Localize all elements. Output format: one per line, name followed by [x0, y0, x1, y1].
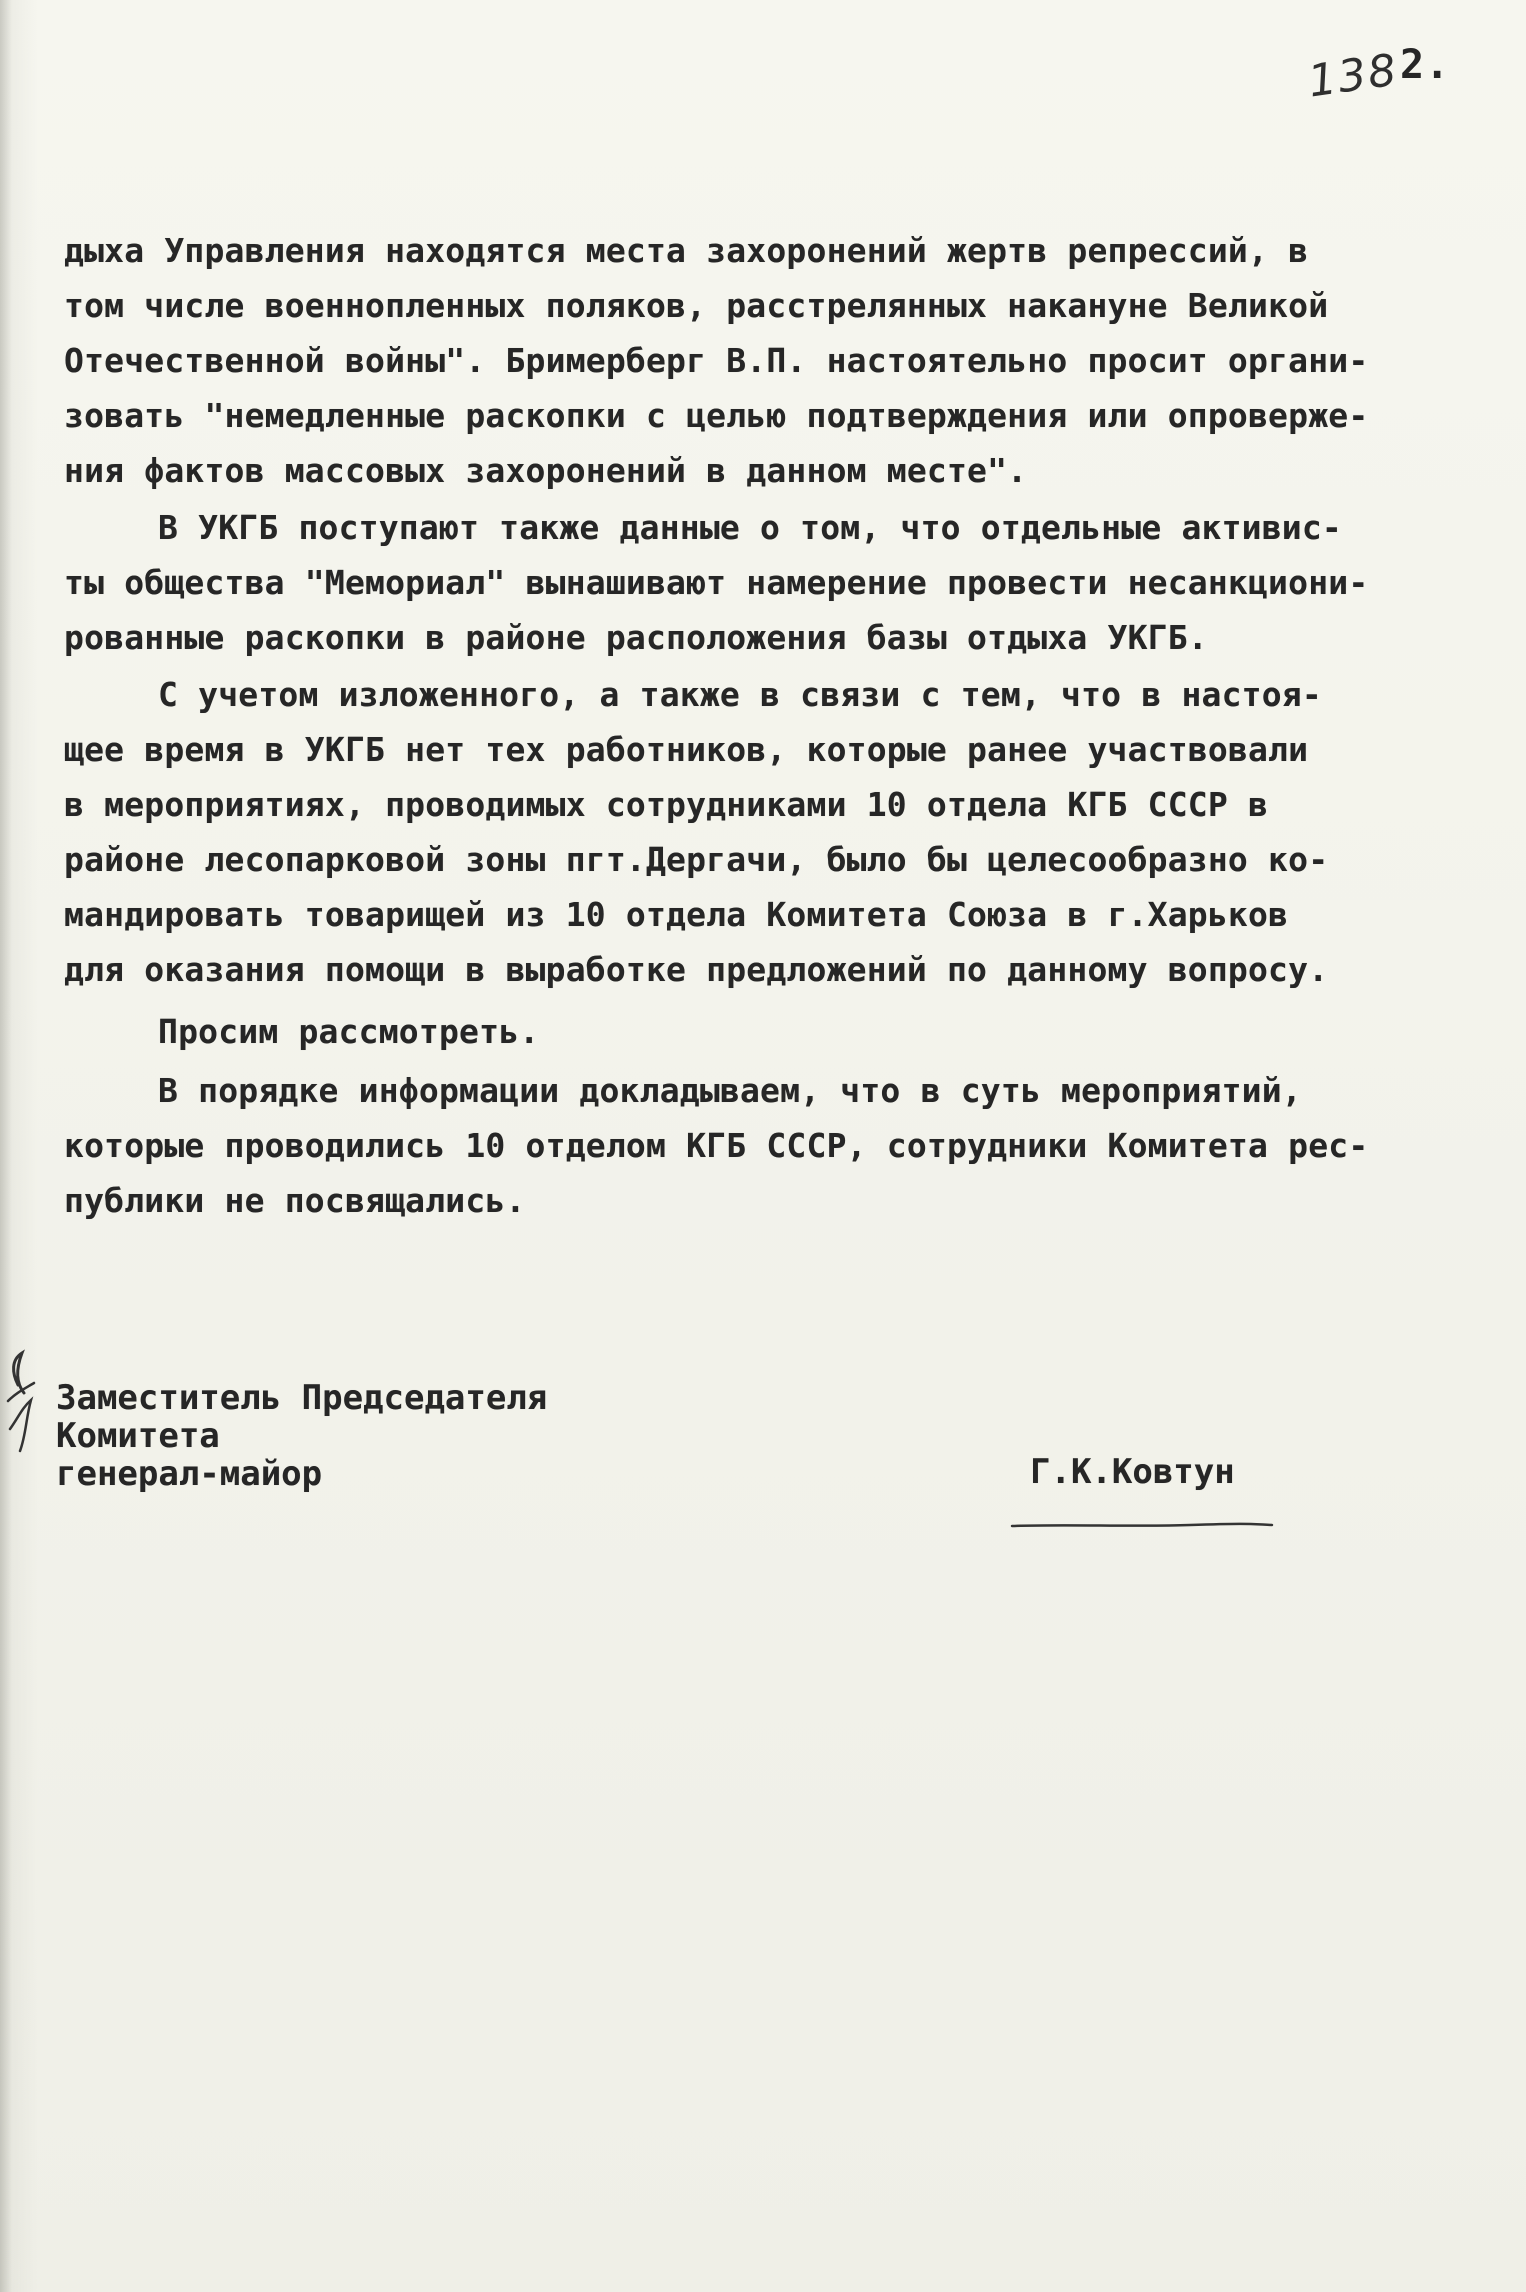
page-number: 2. [1400, 42, 1451, 88]
body-line: Отечественной войны". Бримерберг В.П. настоятельно просит органи- [64, 341, 1369, 380]
body-line: Просим рассмотреть. [158, 1012, 540, 1051]
body-line: ты общества "Мемориал" вынашивают намерение провести несанкциони- [64, 563, 1369, 602]
signer-name: Г.К.Ковтун [1030, 1452, 1235, 1492]
body-line: дыха Управления находятся места захоронений жертв репрессий, в [64, 231, 1309, 270]
body-line: мандировать товарищей из 10 отдела Комитета Союза в г.Харьков [64, 895, 1289, 934]
signer-title-line: Заместитель Председателя [56, 1378, 548, 1418]
body-line: рованные раскопки в районе расположения базы отдыха УКГБ. [64, 618, 1208, 657]
body-line: щее время в УКГБ нет тех работников, которые ранее участвовали [64, 730, 1309, 769]
body-line: публики не посвящались. [64, 1181, 526, 1220]
body-line: В порядке информации докладываем, что в суть мероприятий, [158, 1071, 1302, 1110]
body-line: для оказания помощи в выработке предложений по данному вопросу. [64, 950, 1329, 989]
signature-underline [1010, 1520, 1275, 1532]
body-line: районе лесопарковой зоны пгт.Дергачи, было бы целесообразно ко- [64, 840, 1329, 879]
signer-title-line: Комитета [56, 1416, 220, 1456]
body-line: С учетом изложенного, а также в связи с тем, что в настоя- [158, 675, 1322, 714]
body-line: том числе военнопленных поляков, расстрелянных накануне Великой [64, 286, 1329, 325]
body-line: зовать "немедленные раскопки с целью подтверждения или опроверже- [64, 396, 1369, 435]
archive-number-handwritten: 138 [1305, 44, 1402, 108]
signature-block [56, 1378, 696, 1508]
body-line: которые проводились 10 отделом КГБ СССР, сотрудники Комитета рес- [64, 1126, 1369, 1165]
signer-title-line: генерал-майор [56, 1454, 323, 1494]
body-line: В УКГБ поступают также данные о том, что отдельные активис- [158, 508, 1342, 547]
body-line: ния фактов массовых захоронений в данном месте". [64, 451, 1028, 490]
body-line: в мероприятиях, проводимых сотрудниками 10 отдела КГБ СССР в [64, 785, 1269, 824]
